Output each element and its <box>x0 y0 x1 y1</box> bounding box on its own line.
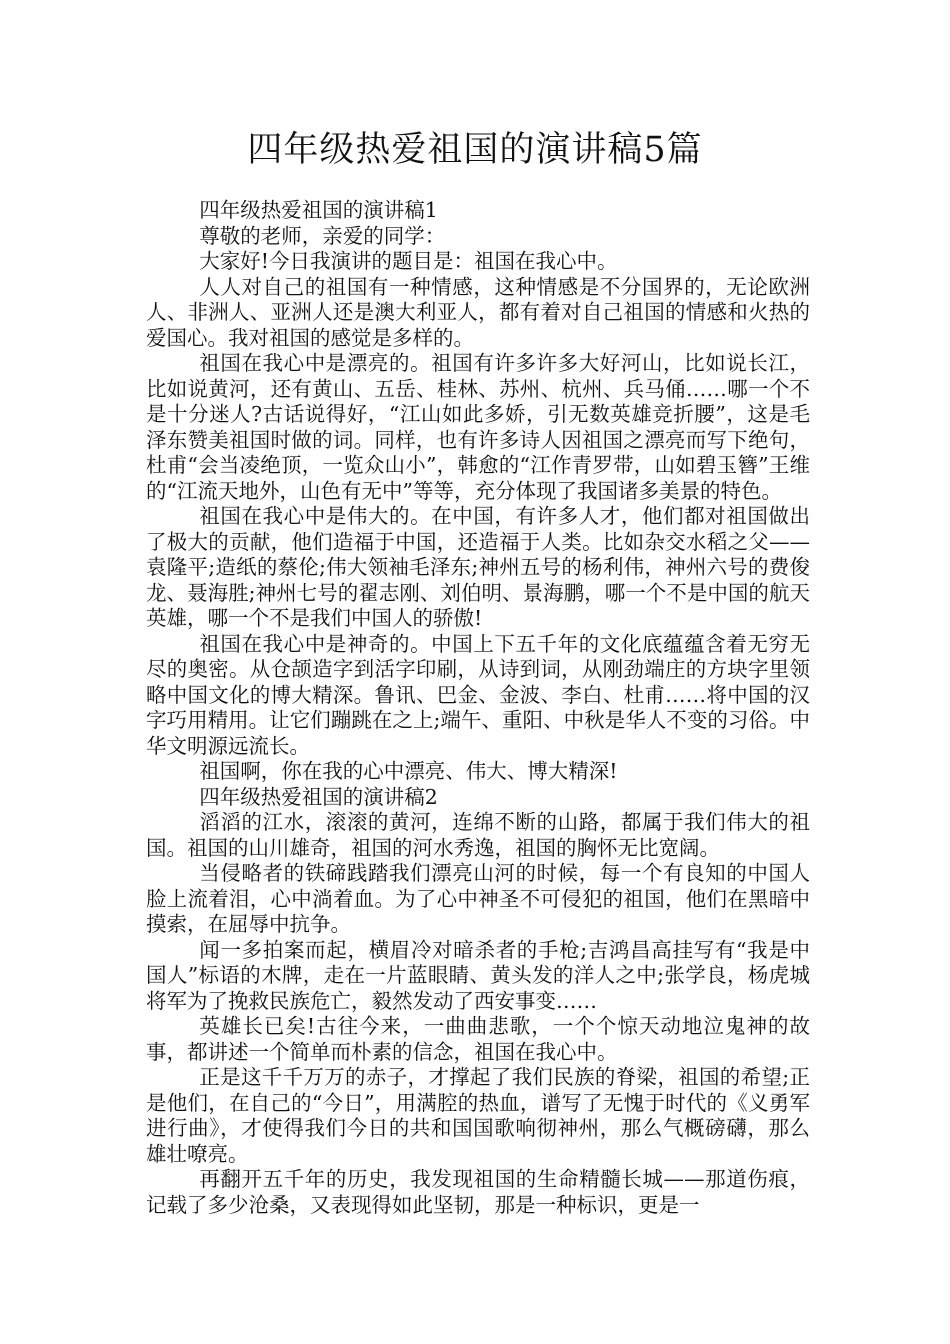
paragraph: 人人对自己的祖国有一种情感，这种情感是不分国界的，无论欧洲人、非洲人、亚洲人还是澳大利亚人，都有着对自己祖国的情感和火热的爱国心。我对祖国的感觉是多样的。 <box>146 274 810 350</box>
paragraph: 祖国啊，你在我的心中漂亮、伟大、博大精深! <box>199 759 618 783</box>
paragraph: 再翻开五千年的历史，我发现祖国的生命精髓长城——那道伤痕，记载了多少沧桑，又表现得如此坚韧，那是一种标识，更是一 <box>146 1167 810 1217</box>
paragraph: 祖国在我心中是神奇的。中国上下五千年的文化底蕴蕴含着无穷无尽的奥密。从仓颉造字到活字印刷，从诗到词，从刚劲端庄的方块字里领略中国文化的博大精深。鲁讯、巴金、金波、李白、杜甫……将中国的汉字巧用精用。让它们蹦跳在之上;端午、重阳、中秋是华人不变的习俗。中华文明源远流长。 <box>146 631 810 758</box>
paragraph: 滔滔的江水，滚滚的黄河，连绵不断的山路，都属于我们伟大的祖国。祖国的山川雄奇，祖国的河水秀逸，祖国的胸怀无比宽阔。 <box>146 810 810 860</box>
paragraph: 当侵略者的铁碲践踏我们漂亮山河的时候，每一个有良知的中国人脸上流着泪，心中淌着血。为了心中神圣不可侵犯的祖国，他们在黑暗中摸索，在屈辱中抗争。 <box>146 861 810 936</box>
paragraph: 英雄长已矣!古往今来，一曲曲悲歌，一个个惊天动地泣鬼神的故事，都讲述一个简单而朴素的信念，祖国在我心中。 <box>146 1014 810 1064</box>
document-title: 四年级热爱祖国的演讲稿5篇 <box>247 130 703 170</box>
paragraph: 正是这千千万万的赤子，才撑起了我们民族的脊梁，祖国的希望;正是他们，在自己的“今日”，用满腔的热血，谱写了无愧于时代的《义勇军进行曲》，才使得我们今日的共和国国歌响彻神州，那么气概磅礴，那么雄壮嘹亮。 <box>146 1065 810 1166</box>
heading-speech-1: 四年级热爱祖国的演讲稿1 <box>199 198 438 222</box>
paragraph: 祖国在我心中是伟大的。在中国，有许多人才，他们都对祖国做出了极大的贡献，他们造福于中国，还造福于人类。比如杂交水稻之父——袁隆平;造纸的蔡伦;伟大领袖毛泽东;神州五号的杨利伟，神州六号的费俊龙、聂海胜;神州七号的翟志刚、刘伯明、景海鹏，哪一个不是中国的航天英雄，哪一个不是我们中国人的骄傲! <box>146 504 810 630</box>
salutation: 尊敬的老师，亲爱的同学： <box>199 223 446 248</box>
heading-speech-2: 四年级热爱祖国的演讲稿2 <box>199 784 438 809</box>
document-body <box>146 198 810 1218</box>
paragraph: 闻一多拍案而起，横眉冷对暗杀者的手枪;吉鸿昌高挂写有“我是中国人”标语的木牌，走在一片蓝眼睛、黄头发的洋人之中;张学良，杨虎城将军为了挽救民族危亡，毅然发动了西安事变…… <box>146 937 810 1013</box>
paragraph: 祖国在我心中是漂亮的。祖国有许多许多大好河山，比如说长江，比如说黄河，还有黄山、五岳、桂林、苏州、杭州、兵马俑……哪一个不是十分迷人?古话说得好，“江山如此多娇，引无数英雄竞折腰”，这是毛泽东赞美祖国时做的词。同样，也有许多诗人因祖国之漂亮而写下绝句，杜甫“会当凌绝顶，一览众山小”，韩愈的“江作青罗带，山如碧玉簪”王维的“江流天地外，山色有无中”等等，充分体现了我国诸多美景的特色。 <box>146 351 810 503</box>
paragraph: 大家好!今日我演讲的题目是：祖国在我心中。 <box>199 249 618 273</box>
